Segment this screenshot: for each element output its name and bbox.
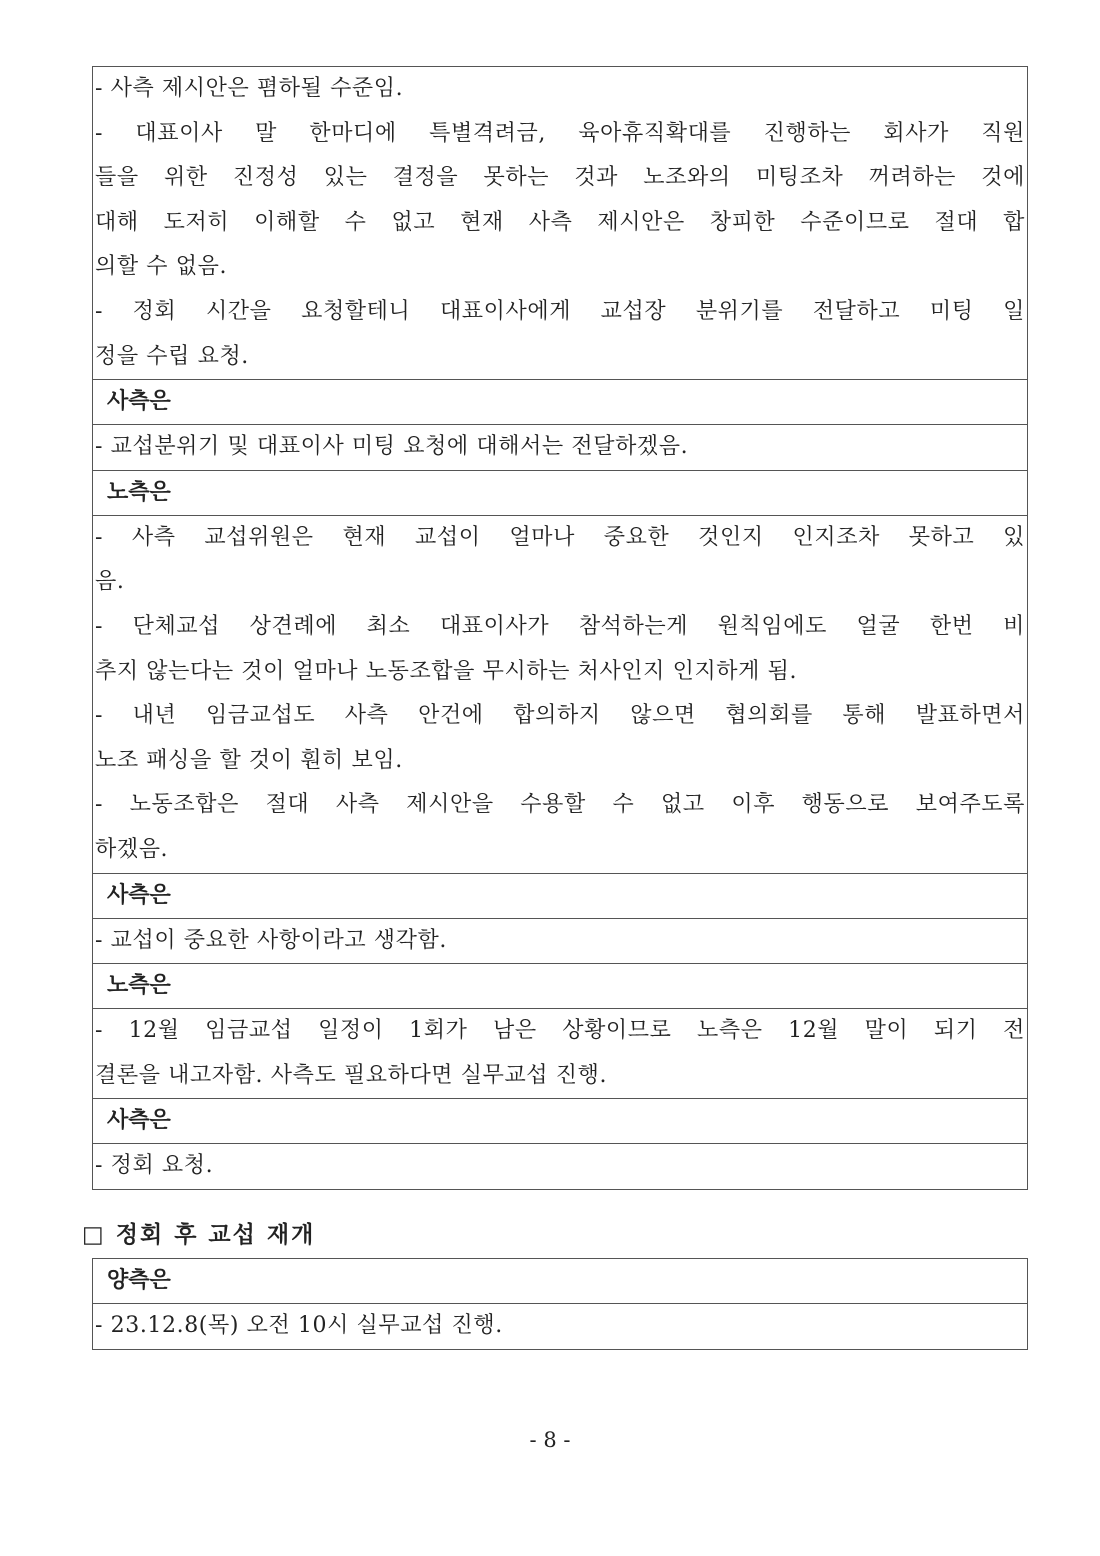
section-heading [82, 1216, 315, 1249]
statement-line: 대해 도저히 이해할 수 없고 현재 사측 제시안은 창피한 수준이므로 절대 합 [95, 209, 1025, 235]
statement-row [93, 918, 1028, 964]
statement-cell [93, 1144, 1028, 1190]
statement-cell [93, 918, 1028, 964]
statement-line: 노조 패싱을 할 것이 훤히 보임. [95, 747, 403, 773]
statement-row [93, 1009, 1028, 1099]
resumed-session-table [92, 1258, 1028, 1350]
speaker-label: 노측은 [93, 470, 1028, 515]
statement-line: - 단체교섭 상견례에 최소 대표이사가 참석하는게 원칙임에도 얼굴 한번 비 [95, 613, 1025, 639]
statement-line: - 12월 임금교섭 일정이 1회가 남은 상황이므로 노측은 12월 말이 되기 전 [95, 1018, 1025, 1044]
statement-line: 정을 수립 요청. [95, 343, 249, 369]
statement-line: - 23.12.8(목) 오전 10시 실무교섭 진행. [95, 1313, 503, 1338]
checkbox-icon: □ [82, 1222, 106, 1248]
section-title: 정회 후 교섭 재개 [115, 1222, 316, 1248]
speaker-label: 사측은 [93, 1099, 1028, 1144]
statement-line: - 교섭이 중요한 사항이라고 생각함. [95, 927, 447, 953]
statement-row [93, 425, 1028, 471]
statement-cell [93, 67, 1028, 380]
statement-line: - 대표이사 말 한마디에 특별격려금, 육아휴직확대를 진행하는 회사가 직원 [95, 120, 1025, 146]
statement-line: 의할 수 없음. [95, 254, 228, 280]
statement-line: - 내년 임금교섭도 사측 안건에 합의하지 않으면 협의회를 통해 발표하면서 [95, 703, 1025, 729]
speaker-row [93, 964, 1028, 1009]
statement-line: - 사측 제시안은 폄하될 수준임. [95, 76, 404, 101]
statement-line: 결론을 내고자함. 사측도 필요하다면 실무교섭 진행. [95, 1062, 608, 1088]
speaker-label: 사측은 [93, 873, 1028, 918]
statement-line: - 노동조합은 절대 사측 제시안을 수용할 수 없고 이후 행동으로 보여주도록 [95, 792, 1025, 818]
statement-cell [93, 515, 1028, 873]
statement-line: 음. [95, 569, 125, 595]
statement-cell [93, 1009, 1028, 1099]
statement-row [93, 1304, 1028, 1350]
statement-line: 추지 않는다는 것이 얼마나 노동조합을 무시하는 처사인지 인지하게 됨. [95, 658, 798, 684]
statement-line: 하겠음. [95, 836, 169, 862]
speaker-row [93, 873, 1028, 918]
speaker-label: 노측은 [93, 964, 1028, 1009]
speaker-row [93, 470, 1028, 515]
statement-line: - 사측 교섭위원은 현재 교섭이 얼마나 중요한 것인지 인지조차 못하고 있 [95, 524, 1025, 550]
page-number: - 8 - [529, 1428, 571, 1452]
statement-cell [93, 1304, 1028, 1350]
speaker-row [93, 380, 1028, 425]
statement-line: - 교섭분위기 및 대표이사 미팅 요청에 대해서는 전달하겠음. [95, 434, 689, 460]
speaker-row [93, 1099, 1028, 1144]
minutes-table [92, 66, 1028, 1190]
speaker-row [93, 1259, 1028, 1304]
statement-line: - 정회 시간을 요청할테니 대표이사에게 교섭장 분위기를 전달하고 미팅 일 [95, 298, 1025, 324]
statement-cell [93, 425, 1028, 471]
statement-row [93, 67, 1028, 380]
statement-line: 들을 위한 진정성 있는 결정을 못하는 것과 노조와의 미팅조차 꺼려하는 것에 [95, 165, 1025, 191]
statement-row [93, 515, 1028, 873]
statement-row [93, 1144, 1028, 1190]
speaker-label: 사측은 [93, 380, 1028, 425]
statement-line: - 정회 요청. [95, 1153, 214, 1179]
speaker-label: 양측은 [93, 1259, 1028, 1304]
